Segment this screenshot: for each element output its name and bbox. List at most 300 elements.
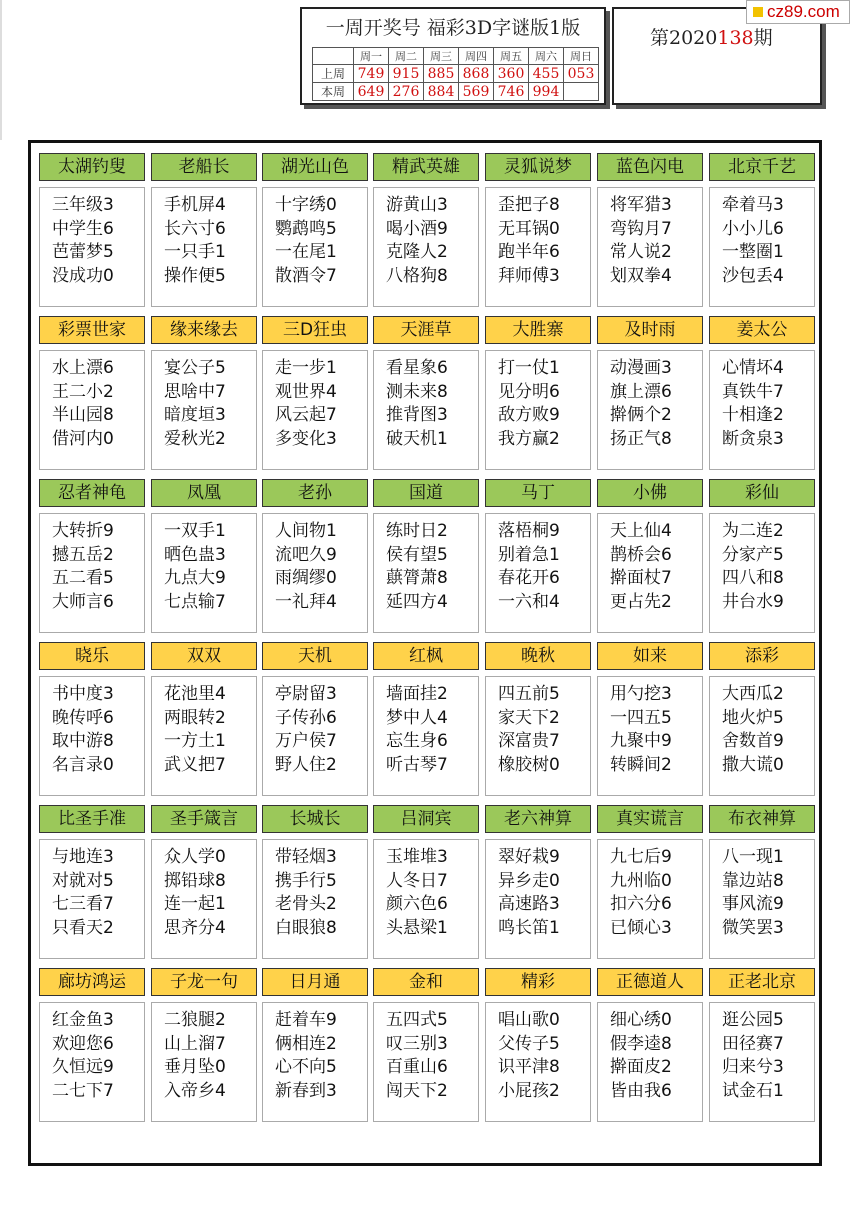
card-title: 凤凰 — [151, 479, 257, 507]
puzzle-line: 武义把7 — [164, 754, 226, 775]
puzzle-line: 颜六色6 — [386, 894, 448, 914]
puzzle-line: 动漫画3 — [610, 358, 672, 378]
card-body — [709, 350, 815, 470]
puzzle-card — [373, 479, 479, 633]
puzzle-line: 喝小酒9 — [386, 218, 448, 239]
card-body — [709, 676, 815, 796]
card-body — [373, 513, 479, 633]
draw-number: 276 — [389, 83, 424, 101]
card-body — [39, 1002, 145, 1122]
puzzle-card — [39, 642, 145, 796]
puzzle-line: 借河内0 — [52, 428, 114, 449]
puzzle-line: 众人学0 — [164, 847, 226, 867]
site-watermark[interactable] — [746, 0, 850, 24]
puzzle-line: 王二小2 — [52, 381, 114, 402]
card-title: 国道 — [373, 479, 479, 507]
card-title: 北京千艺 — [709, 153, 815, 181]
puzzle-line: 皆由我6 — [610, 1080, 672, 1101]
card-title: 正德道人 — [597, 968, 703, 996]
puzzle-line: 半山园8 — [52, 405, 114, 425]
puzzle-line: 游黄山3 — [386, 195, 448, 215]
day-cell: 周四 — [459, 48, 494, 65]
card-body — [262, 839, 368, 959]
puzzle-card — [151, 968, 257, 1122]
card-title: 马丁 — [485, 479, 591, 507]
puzzle-card — [39, 153, 145, 307]
puzzle-line: 万户侯7 — [275, 731, 337, 751]
puzzle-line: 测未来8 — [386, 381, 448, 402]
puzzle-card — [485, 805, 591, 959]
puzzle-line: 操作便5 — [164, 265, 226, 286]
puzzle-line: 久恒远9 — [52, 1057, 114, 1077]
card-title: 老六神算 — [485, 805, 591, 833]
draw-number: 994 — [529, 83, 564, 101]
puzzle-card — [485, 479, 591, 633]
puzzle-line: 破天机1 — [386, 428, 448, 449]
card-title: 及时雨 — [597, 316, 703, 344]
card-title: 三D狂虫 — [262, 316, 368, 344]
puzzle-line: 墙面挂2 — [386, 684, 448, 704]
puzzle-line: 打一仗1 — [498, 358, 560, 378]
card-body — [485, 1002, 591, 1122]
card-body — [39, 839, 145, 959]
puzzle-card — [39, 316, 145, 470]
puzzle-line: 长六寸6 — [164, 218, 226, 239]
draw-number: 868 — [459, 65, 494, 83]
puzzle-line: 假李逵8 — [610, 1033, 672, 1054]
puzzle-line: 四五前5 — [498, 684, 560, 704]
card-title: 日月通 — [262, 968, 368, 996]
puzzle-line: 小小儿6 — [722, 218, 784, 239]
puzzle-card — [597, 968, 703, 1122]
puzzle-line: 细心绣0 — [610, 1010, 672, 1030]
puzzle-line: 侯有望5 — [386, 544, 448, 565]
card-title: 天机 — [262, 642, 368, 670]
puzzle-line: 分家产5 — [722, 544, 784, 565]
row-label: 本周 — [313, 83, 354, 101]
card-title: 双双 — [151, 642, 257, 670]
puzzle-line: 晒色蛊3 — [164, 544, 226, 565]
puzzle-card — [709, 642, 815, 796]
puzzle-line: 水上漂6 — [52, 358, 114, 378]
puzzle-line: 一四五5 — [610, 707, 672, 728]
puzzle-line: 父传子5 — [498, 1033, 560, 1054]
row-label: 上周 — [313, 65, 354, 83]
puzzle-line: 五二看5 — [52, 568, 114, 588]
puzzle-line: 落梧桐9 — [498, 521, 560, 541]
puzzle-line: 一在尾1 — [275, 242, 337, 262]
card-body — [597, 676, 703, 796]
draw-number — [564, 83, 599, 101]
card-body — [373, 350, 479, 470]
card-title: 灵狐说梦 — [485, 153, 591, 181]
puzzle-card — [597, 642, 703, 796]
puzzle-line: 二七下7 — [52, 1080, 114, 1101]
puzzle-line: 鹦鹉鸣5 — [275, 218, 337, 239]
puzzle-line: 忘生身6 — [386, 731, 448, 751]
puzzle-line: 逛公园5 — [722, 1010, 784, 1030]
puzzle-line: 扬正气8 — [610, 428, 672, 449]
card-body — [39, 350, 145, 470]
puzzle-line: 一双手1 — [164, 521, 226, 541]
card-body — [39, 513, 145, 633]
puzzle-line: 家天下2 — [498, 707, 560, 728]
puzzle-card — [709, 316, 815, 470]
puzzle-line: 十相逢2 — [722, 405, 784, 425]
puzzle-line: 芭蕾梦5 — [52, 242, 114, 262]
puzzle-line: 田径赛7 — [722, 1033, 784, 1054]
card-title: 正老北京 — [709, 968, 815, 996]
puzzle-card — [597, 479, 703, 633]
card-title: 红枫 — [373, 642, 479, 670]
puzzle-line: 大西瓜2 — [722, 684, 784, 704]
card-title: 彩票世家 — [39, 316, 145, 344]
puzzle-line: 三年级3 — [52, 195, 114, 215]
day-cell: 周二 — [389, 48, 424, 65]
puzzle-line: 鹊桥会6 — [610, 544, 672, 565]
puzzle-line: 延四方4 — [386, 591, 448, 612]
puzzle-line: 一方土1 — [164, 731, 226, 751]
card-title: 廊坊鸿运 — [39, 968, 145, 996]
puzzle-line: 梦中人4 — [386, 707, 448, 728]
card-title: 彩仙 — [709, 479, 815, 507]
card-title: 太湖钓叟 — [39, 153, 145, 181]
card-body — [262, 513, 368, 633]
puzzle-line: 九聚中9 — [610, 731, 672, 751]
puzzle-card — [39, 968, 145, 1122]
puzzle-line: 将军猎3 — [610, 195, 672, 215]
card-title: 添彩 — [709, 642, 815, 670]
last-week-row — [313, 65, 599, 83]
card-body — [597, 1002, 703, 1122]
day-cell: 周五 — [494, 48, 529, 65]
puzzle-line: 赶着车9 — [275, 1010, 337, 1030]
puzzle-line: 一礼拜4 — [275, 591, 337, 612]
card-body — [597, 187, 703, 307]
puzzle-line: 撒大谎0 — [722, 754, 784, 775]
puzzle-card — [485, 642, 591, 796]
puzzle-line: 红金鱼3 — [52, 1010, 114, 1030]
period-issue: 138 — [717, 27, 754, 49]
puzzle-line: 真铁牛7 — [722, 381, 784, 402]
card-title: 忍者神龟 — [39, 479, 145, 507]
puzzle-line: 弯钩月7 — [610, 218, 672, 239]
card-title: 圣手箴言 — [151, 805, 257, 833]
card-body — [151, 839, 257, 959]
card-title: 如来 — [597, 642, 703, 670]
puzzle-grid — [28, 140, 822, 1166]
puzzle-line: 风云起7 — [275, 405, 337, 425]
puzzle-card — [151, 153, 257, 307]
card-title: 天涯草 — [373, 316, 479, 344]
puzzle-line: 井台水9 — [722, 591, 784, 612]
puzzle-line: 十字绣0 — [275, 195, 337, 215]
card-body — [151, 350, 257, 470]
puzzle-line: 沙包丢4 — [722, 265, 784, 286]
puzzle-line: 带轻烟3 — [275, 847, 337, 867]
left-margin-line — [0, 0, 2, 140]
puzzle-line: 野人住2 — [275, 754, 337, 775]
day-cell: 周日 — [564, 48, 599, 65]
puzzle-line: 连一起1 — [164, 894, 226, 914]
puzzle-line: 携手行5 — [275, 870, 337, 891]
card-body — [151, 187, 257, 307]
puzzle-line: 闯天下2 — [386, 1080, 448, 1101]
card-body — [151, 676, 257, 796]
puzzle-line: 叹三别3 — [386, 1033, 448, 1054]
card-title: 长城长 — [262, 805, 368, 833]
draw-number: 885 — [424, 65, 459, 83]
puzzle-line: 新春到3 — [275, 1080, 337, 1101]
header-title: 一周开奖号 福彩3D字谜版1版 — [325, 17, 581, 39]
puzzle-line: 花池里4 — [164, 684, 226, 704]
card-title: 老船长 — [151, 153, 257, 181]
puzzle-line: 大师言6 — [52, 591, 114, 612]
puzzle-line: 归来兮3 — [722, 1057, 784, 1077]
card-body — [373, 1002, 479, 1122]
puzzle-line: 旗上漂6 — [610, 381, 672, 402]
puzzle-line: 识平津8 — [498, 1057, 560, 1077]
puzzle-card — [597, 316, 703, 470]
puzzle-line: 思啥中7 — [164, 381, 226, 402]
card-body — [151, 513, 257, 633]
card-body — [485, 350, 591, 470]
puzzle-line: 名言录0 — [52, 754, 114, 775]
puzzle-card — [373, 805, 479, 959]
puzzle-line: 晚传呼6 — [52, 707, 114, 728]
card-body — [39, 676, 145, 796]
draw-table — [312, 47, 599, 101]
puzzle-line: 白眼狼8 — [275, 917, 337, 938]
puzzle-line: 亭尉留3 — [275, 684, 337, 704]
card-title: 蓝色闪电 — [597, 153, 703, 181]
puzzle-line: 掷铅球8 — [164, 870, 226, 891]
puzzle-card — [151, 479, 257, 633]
puzzle-line: 转瞬间2 — [610, 754, 672, 775]
puzzle-card — [39, 805, 145, 959]
card-body — [262, 187, 368, 307]
period-number — [650, 23, 773, 50]
card-title: 金和 — [373, 968, 479, 996]
puzzle-card — [709, 479, 815, 633]
puzzle-line: 九点大9 — [164, 568, 226, 588]
puzzle-card — [373, 316, 479, 470]
puzzle-line: 思齐分4 — [164, 917, 226, 938]
card-title: 晚秋 — [485, 642, 591, 670]
card-body — [262, 350, 368, 470]
puzzle-line: 中学生6 — [52, 218, 114, 239]
puzzle-line: 心情坏4 — [722, 358, 784, 378]
puzzle-line: 克隆人2 — [386, 242, 448, 262]
draw-number: 360 — [494, 65, 529, 83]
card-title: 精彩 — [485, 968, 591, 996]
puzzle-card — [39, 479, 145, 633]
puzzle-line: 观世界4 — [275, 381, 337, 402]
card-title: 湖光山色 — [262, 153, 368, 181]
puzzle-line: 俩相连2 — [275, 1033, 337, 1054]
card-title: 大胜寨 — [485, 316, 591, 344]
puzzle-line: 流吧久9 — [275, 544, 337, 565]
card-title: 真实谎言 — [597, 805, 703, 833]
puzzle-line: 春花开6 — [498, 568, 560, 588]
puzzle-line: 九七后9 — [610, 847, 672, 867]
day-cell: 周三 — [424, 48, 459, 65]
puzzle-line: 一六和4 — [498, 591, 560, 612]
card-title: 布衣神算 — [709, 805, 815, 833]
puzzle-line: 多变化3 — [275, 428, 337, 449]
puzzle-line: 已倾心3 — [610, 917, 672, 938]
puzzle-line: 宴公子5 — [164, 358, 226, 378]
card-body — [485, 676, 591, 796]
puzzle-line: 爱秋光2 — [164, 428, 226, 449]
card-title: 比圣手准 — [39, 805, 145, 833]
card-body — [597, 839, 703, 959]
puzzle-card — [262, 968, 368, 1122]
puzzle-line: 用勺挖3 — [610, 684, 672, 704]
puzzle-line: 只看天2 — [52, 917, 114, 938]
puzzle-line: 靠边站8 — [722, 870, 784, 891]
puzzle-line: 一整圈1 — [722, 242, 784, 262]
puzzle-line: 高速路3 — [498, 894, 560, 914]
puzzle-line: 擀面皮2 — [610, 1057, 672, 1077]
puzzle-line: 两眼转2 — [164, 707, 226, 728]
puzzle-card — [151, 316, 257, 470]
puzzle-line: 手机屏4 — [164, 195, 226, 215]
puzzle-card — [373, 642, 479, 796]
draw-number: 649 — [354, 83, 389, 101]
puzzle-line: 心不向5 — [275, 1057, 337, 1077]
this-week-row — [313, 83, 599, 101]
draw-number: 569 — [459, 83, 494, 101]
puzzle-line: 没成功0 — [52, 265, 114, 286]
puzzle-card — [709, 153, 815, 307]
puzzle-line: 天上仙4 — [610, 521, 672, 541]
puzzle-line: 人间物1 — [275, 521, 337, 541]
card-body — [485, 839, 591, 959]
card-body — [597, 350, 703, 470]
puzzle-line: 别着急1 — [498, 544, 560, 565]
puzzle-card — [597, 805, 703, 959]
card-body — [709, 839, 815, 959]
puzzle-line: 擀俩个2 — [610, 405, 672, 425]
puzzle-line: 山上溜7 — [164, 1033, 226, 1054]
puzzle-line: 无耳锅0 — [498, 218, 560, 239]
day-cell: 周一 — [354, 48, 389, 65]
puzzle-line: 练时日2 — [386, 521, 448, 541]
draw-number: 455 — [529, 65, 564, 83]
puzzle-line: 看星象6 — [386, 358, 448, 378]
card-body — [373, 676, 479, 796]
puzzle-line: 为二连2 — [722, 521, 784, 541]
puzzle-line: 见分明6 — [498, 381, 560, 402]
card-body — [709, 513, 815, 633]
card-body — [151, 1002, 257, 1122]
puzzle-line: 二狼腿2 — [164, 1010, 226, 1030]
puzzle-line: 橡胶树0 — [498, 754, 560, 775]
draw-number: 053 — [564, 65, 599, 83]
puzzle-card — [709, 805, 815, 959]
puzzle-line: 微笑罢3 — [722, 917, 784, 938]
site-label: cz89.com — [767, 2, 840, 21]
puzzle-line: 对就对5 — [52, 870, 114, 891]
puzzle-card — [597, 153, 703, 307]
puzzle-line: 地火炉5 — [722, 707, 784, 728]
puzzle-line: 七三看7 — [52, 894, 114, 914]
puzzle-line: 散酒令7 — [275, 265, 337, 286]
puzzle-card — [151, 642, 257, 796]
card-title: 吕洞宾 — [373, 805, 479, 833]
puzzle-line: 划双拳4 — [610, 265, 672, 286]
period-prefix: 第2020 — [650, 27, 718, 49]
period-suffix: 期 — [753, 27, 773, 49]
puzzle-line: 八格狗8 — [386, 265, 448, 286]
day-cell: 周六 — [529, 48, 564, 65]
puzzle-card — [262, 479, 368, 633]
draw-number: 749 — [354, 65, 389, 83]
puzzle-line: 七点输7 — [164, 591, 226, 612]
card-body — [262, 1002, 368, 1122]
days-row — [313, 48, 599, 65]
card-body — [485, 187, 591, 307]
puzzle-line: 鸣长笛1 — [498, 917, 560, 938]
puzzle-line: 小屁孩2 — [498, 1080, 560, 1101]
card-body — [597, 513, 703, 633]
puzzle-line: 扣六分6 — [610, 894, 672, 914]
puzzle-line: 拜师傅3 — [498, 265, 560, 286]
puzzle-line: 五四式5 — [386, 1010, 448, 1030]
puzzle-line: 唱山歌0 — [498, 1010, 560, 1030]
puzzle-line: 更占先2 — [610, 591, 672, 612]
puzzle-line: 牵着马3 — [722, 195, 784, 215]
puzzle-card — [485, 968, 591, 1122]
card-body — [373, 187, 479, 307]
card-title: 小佛 — [597, 479, 703, 507]
puzzle-line: 欢迎您6 — [52, 1033, 114, 1054]
puzzle-line: 雨绸缪0 — [275, 568, 337, 588]
puzzle-line: 四八和8 — [722, 568, 784, 588]
puzzle-card — [709, 968, 815, 1122]
puzzle-line: 老骨头2 — [275, 894, 337, 914]
puzzle-line: 八一现1 — [722, 847, 784, 867]
draw-number: 884 — [424, 83, 459, 101]
puzzle-line: 舍数首9 — [722, 731, 784, 751]
puzzle-line: 玉堆堆3 — [386, 847, 448, 867]
puzzle-card — [485, 153, 591, 307]
draw-number: 746 — [494, 83, 529, 101]
draw-number: 915 — [389, 65, 424, 83]
card-body — [373, 839, 479, 959]
puzzle-line: 百重山6 — [386, 1057, 448, 1077]
card-title: 老孙 — [262, 479, 368, 507]
puzzle-line: 蕻膂萧8 — [386, 568, 448, 588]
card-body — [709, 1002, 815, 1122]
puzzle-line: 我方赢2 — [498, 428, 560, 449]
puzzle-line: 试金石1 — [722, 1080, 784, 1101]
card-body — [709, 187, 815, 307]
puzzle-line: 听古琴7 — [386, 754, 448, 775]
puzzle-line: 深富贵7 — [498, 731, 560, 751]
puzzle-line: 一只手1 — [164, 242, 226, 262]
puzzle-line: 歪把子8 — [498, 195, 560, 215]
puzzle-line: 跑半年6 — [498, 242, 560, 262]
weekly-draw-box — [300, 7, 606, 105]
square-icon — [753, 7, 763, 17]
card-body — [39, 187, 145, 307]
puzzle-line: 书中度3 — [52, 684, 114, 704]
puzzle-card — [262, 316, 368, 470]
card-title: 精武英雄 — [373, 153, 479, 181]
card-title: 姜太公 — [709, 316, 815, 344]
